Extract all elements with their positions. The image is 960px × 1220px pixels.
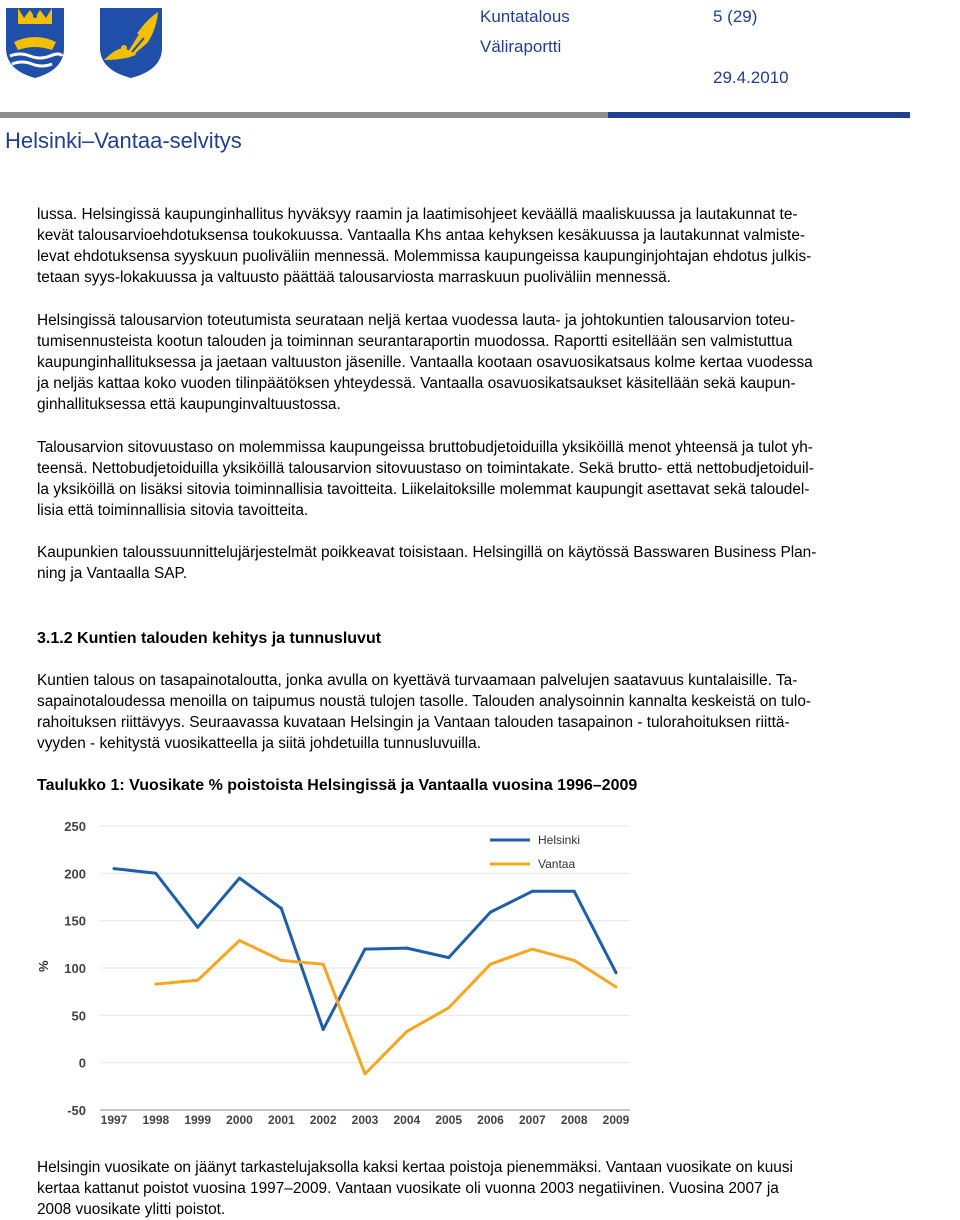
header-page: 5 (29) bbox=[713, 7, 758, 26]
paragraph-4: Kaupunkien taloussuunnittelujärjestelmät poikkeavat toisistaan. Helsingillä on käytössä Basswaren Business Plan- ning ja Vantaalla SAP. bbox=[37, 544, 817, 582]
data-point-helsinki bbox=[531, 890, 534, 893]
helsinki-coat-of-arms bbox=[4, 4, 66, 80]
header-rule-gray bbox=[0, 112, 608, 118]
chart-y-ticks bbox=[64, 819, 86, 1118]
x-tick-label: 2007 bbox=[518, 1113, 546, 1127]
data-point-vantaa bbox=[573, 959, 576, 962]
chart-legend bbox=[490, 833, 580, 871]
section-paragraph: Kuntien talous on tasapainotaloutta, jonka avulla on kyettävä turvaamaan palvelujen saatavuus kuntalaisille. Ta- sapainotaloudessa menoilla on taipumus noustä tulojen tasolle. Talouden analysoinnin kannalta keskeistä on tulo- rahoituksen riittävyys. Seuraavassa kuvataan Helsingin ja Vantaan talouden tasapainon - tulorahoituksen riittä- vyyden - kehitystä vuosikatteella ja siitä johdetuilla tunnusluvuilla. bbox=[37, 672, 812, 752]
data-point-helsinki bbox=[364, 948, 367, 951]
document-title: Helsinki–Vantaa-selvitys bbox=[5, 128, 242, 153]
data-point-helsinki bbox=[405, 947, 408, 950]
table-caption: Taulukko 1: Vuosikate % poistoista Helsingissä ja Vantaalla vuosina 1996–2009 bbox=[37, 777, 638, 794]
data-point-vantaa bbox=[531, 948, 534, 951]
data-point-vantaa bbox=[405, 1030, 408, 1033]
paragraph-2: Helsingissä talousarvion toteutumista seurataan neljä kertaa vuodessa lauta- ja johtokuntien talousarvion toteu- tumisennusteista kootun talouden ja toiminnan seurantaraportin muodossa. Raportti esitellään sen valmistuttua kaupunginhallituksessa ja jaetaan valtuuston jäsenille. Vantaalla kootaan osavuosikatsaus kolme kertaa vuodessa ja neljäs kattaa koko vuoden tilinpäätöksen yhteydessä. Vantaalla osavuosikatsaukset käsitellään sekä kaupun- ginhallituksessa että kaupunginvaltuustossa. bbox=[37, 312, 813, 413]
chart-lines bbox=[113, 867, 618, 1075]
y-tick-label: -50 bbox=[67, 1103, 86, 1118]
header-date: 29.4.2010 bbox=[713, 68, 789, 87]
x-tick-label: 2008 bbox=[560, 1113, 588, 1127]
y-tick-label: 100 bbox=[64, 961, 86, 976]
data-point-vantaa bbox=[364, 1073, 367, 1076]
data-point-helsinki bbox=[154, 872, 157, 875]
y-tick-label: 200 bbox=[64, 866, 86, 882]
line-chart bbox=[30, 812, 650, 1132]
chart-x-ticks bbox=[101, 1113, 630, 1127]
y-tick-label: 0 bbox=[78, 1055, 86, 1071]
x-tick-label: 2000 bbox=[226, 1113, 253, 1127]
y-tick-label: 250 bbox=[64, 819, 86, 834]
data-point-vantaa bbox=[447, 1006, 450, 1009]
data-point-helsinki bbox=[489, 911, 492, 914]
data-point-vantaa bbox=[615, 985, 618, 988]
vantaa-coat-of-arms bbox=[98, 4, 160, 80]
x-tick-label: 2009 bbox=[602, 1113, 630, 1127]
data-point-helsinki bbox=[280, 907, 283, 910]
data-point-helsinki bbox=[322, 1028, 325, 1031]
x-tick-label: 2005 bbox=[435, 1113, 463, 1127]
data-point-vantaa bbox=[154, 983, 157, 986]
x-tick-label: 2004 bbox=[393, 1113, 421, 1127]
closing-paragraph: Helsingin vuosikate on jäänyt tarkastelujaksolla kaksi kertaa poistoja pienemmäksi. Vantaan vuosikate on kuusi kertaa kattanut poistot vuosina 1997–2009. Vantaan vuosikate oli vuonna 2003 negatiivinen. Vuosina 2007 ja 2008 vuosikate ylitti poistot. bbox=[37, 1159, 793, 1218]
data-point-vantaa bbox=[196, 979, 199, 982]
section-heading: 3.1.2 Kuntien talouden kehitys ja tunnusluvut bbox=[37, 630, 382, 647]
data-point-helsinki bbox=[573, 890, 576, 893]
header-rule-blue bbox=[608, 112, 910, 118]
data-point-helsinki bbox=[113, 867, 116, 870]
legend-label: Helsinki bbox=[538, 833, 581, 847]
paragraph-3: Talousarvion sitovuustaso on molemmissa kaupungeissa bruttobudjetoiduilla yksiköillä menot yhteensä ja tulot yh- teensä. Nettobudjetoiduilla yksiköillä talousarvion sitovuustaso on toimintakate. Sekä brutto- että nettobudjetoiduil- la yksiköillä on lisäksi sitovia toiminnallisia tavoitteita. Liikelaitoksille molemmat kaupungit asettavat sekä taloudel- lisia että toiminnallisia sitovia tavoitteita. bbox=[37, 439, 814, 519]
header-org: Kuntatalous bbox=[480, 7, 570, 26]
data-point-helsinki bbox=[196, 926, 199, 929]
data-point-helsinki bbox=[238, 877, 241, 880]
y-tick-label: 50 bbox=[71, 1008, 86, 1024]
data-point-vantaa bbox=[322, 963, 325, 966]
legend-label: Vantaa bbox=[538, 857, 576, 871]
x-tick-label: 1997 bbox=[100, 1113, 128, 1127]
data-point-vantaa bbox=[238, 939, 241, 942]
paragraph-1: lussa. Helsingissä kaupunginhallitus hyväksyy raamin ja laatimisohjeet keväällä maaliskuussa ja lautakunnat te- kevät talousarvioehdotuksensa toukokuussa. Vantaalla Khs antaa kehyksen kesäkuussa ja lautakunnat valmiste- levat ehdotuksensa syyskuun puoliväliin mennessä. Molemmissa kaupungeissa kaupunginjohtajan ehdotus julkis- tetaan syys-lokakuussa ja valtuusto päättää talousarviosta marraskuun puoliväliin mennessä. bbox=[37, 206, 812, 286]
chart-y-label: % bbox=[36, 960, 51, 972]
x-tick-label: 1999 bbox=[184, 1113, 212, 1127]
y-tick-label: 150 bbox=[64, 913, 86, 929]
data-point-helsinki bbox=[615, 971, 618, 974]
x-tick-label: 2006 bbox=[477, 1113, 504, 1127]
series-line-vantaa bbox=[156, 941, 616, 1075]
data-point-vantaa bbox=[280, 959, 283, 962]
data-point-vantaa bbox=[489, 963, 492, 966]
x-tick-label: 2001 bbox=[267, 1113, 295, 1127]
x-tick-label: 1998 bbox=[142, 1113, 170, 1127]
x-tick-label: 2003 bbox=[351, 1113, 379, 1127]
data-point-helsinki bbox=[447, 956, 450, 959]
x-tick-label: 2002 bbox=[309, 1113, 337, 1127]
header-doc-type: Väliraportti bbox=[480, 37, 562, 56]
